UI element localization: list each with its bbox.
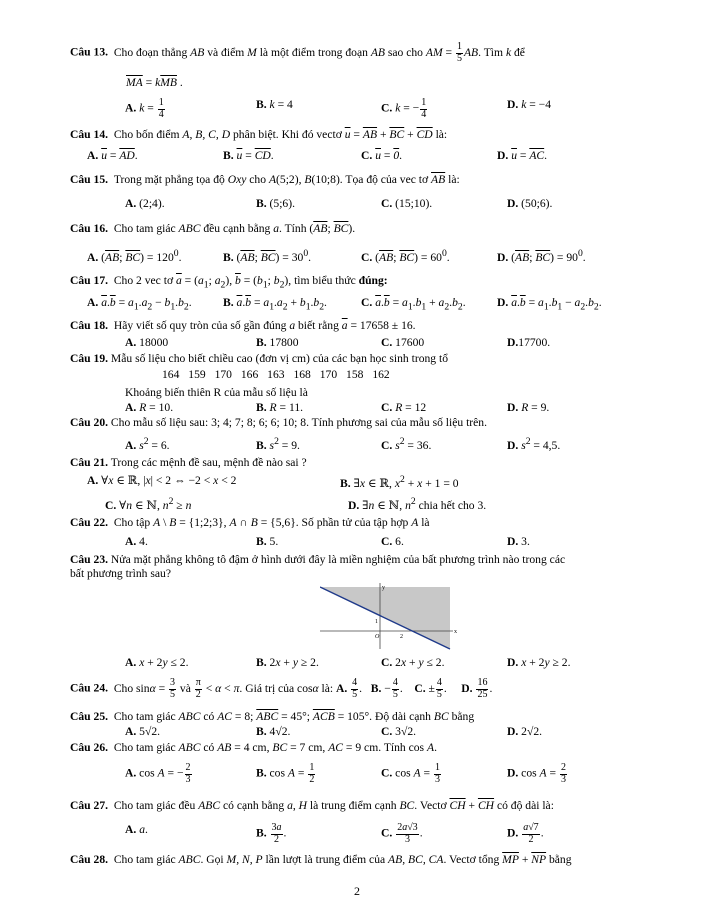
- option-d[interactable]: D. 3.: [507, 535, 530, 548]
- page-number: 2: [354, 884, 360, 898]
- question-label: Câu 17.: [70, 274, 109, 287]
- question-label: Câu 26.: [70, 741, 109, 754]
- options-row: [70, 436, 650, 452]
- question-text: Cho bốn điểm A, B, C, D phân biệt. Khi đó vectơ $\overline{u} = \overline{AB} + \overline{BC} + \overline{CD}$ là:: [110, 128, 448, 141]
- options-row: [70, 149, 650, 165]
- option-a[interactable]: A. 4.: [125, 535, 148, 548]
- question-label: Câu 16.: [70, 222, 109, 235]
- option-d[interactable]: D. $\frac{a√7}{2}$ .: [507, 822, 544, 845]
- question-text: Trong mặt phẳng tọa độ Oxy cho A(5;2), B(10;8). Tọa độ của vec tơ $\overline{AB}$ là:: [110, 173, 460, 186]
- option-c[interactable]: C. 3√2.: [381, 725, 417, 738]
- question-text: Cho đoạn thẳng AB và điểm M là một điểm trong đoạn AB sao cho AM = $\frac{1}{5}$ AB. Tìm k để: [110, 41, 525, 64]
- options-row: [70, 401, 650, 417]
- option-c[interactable]: C. k = − $\frac{1}{4}$: [381, 97, 427, 120]
- options-row: [70, 474, 650, 490]
- option-a[interactable]: A. a.: [125, 823, 148, 836]
- option-c[interactable]: C. R = 12: [381, 401, 427, 414]
- question-label: Câu 19.: [70, 352, 109, 365]
- question-text: Cho mẫu số liệu sau: 3; 4; 7; 8; 6; 6; 10; 8. Tính phương sai của mẫu số liệu trên.: [110, 416, 487, 429]
- question-label: Câu 13.: [70, 45, 109, 59]
- option-b[interactable]: B. ($\overline{AB}$; $\overline{BC}) = 30^0$.: [223, 248, 312, 264]
- option-c[interactable]: C. $\overline{a}.\overline{b} = a_1.b_1 + a_2.b_2$.: [361, 296, 466, 313]
- options-row: [70, 535, 650, 551]
- question-text: Cho tam giác ABC có AC = 8; $\overline{ABC} = 45^\circ$; $\overline{ACB} = 105^\circ$. Độ dài cạnh BC bằng: [110, 710, 475, 723]
- option-a[interactable]: A. x + 2y ≤ 2.: [125, 656, 189, 669]
- option-a[interactable]: A. 5√2.: [125, 725, 161, 738]
- option-b[interactable]: B. $s^2 = 9$.: [256, 436, 300, 452]
- question-label: Câu 15.: [70, 173, 109, 186]
- option-c[interactable]: C. (15;10).: [381, 197, 433, 210]
- option-b[interactable]: B. 4√2.: [256, 725, 291, 738]
- option-d[interactable]: D. $\overline{a}.\overline{b} = a_1.b_1 - a_2.b_2$.: [497, 296, 602, 313]
- option-a[interactable]: A. (2;4).: [125, 197, 165, 210]
- option-c[interactable]: C. $\frac{2a√3}{3}$ .: [381, 822, 423, 845]
- question-label: Câu 27.: [70, 799, 109, 812]
- option-c[interactable]: C. $\overline{u} = 0$.: [361, 149, 403, 162]
- options-row: [70, 197, 650, 213]
- x-tick-label: 2: [400, 634, 403, 640]
- question-text: Cho tam giác ABC. Gọi M, N, P lần lượt là trung điểm của AB, BC, CA. Vectơ tổng $\overline{MP} + \overline{NP}$ bằng: [110, 853, 572, 866]
- question-label: Câu 14.: [70, 128, 109, 141]
- origin-label: O: [375, 634, 380, 640]
- options-row: [70, 725, 650, 741]
- option-d[interactable]: D. (50;6).: [507, 197, 553, 210]
- option-b[interactable]: B. ∃x ∈ ℝ, $x^2 + x + 1 = 0$: [340, 474, 459, 490]
- option-a[interactable]: A. 18000: [125, 336, 169, 349]
- y-tick-label: 1: [375, 619, 378, 625]
- options-row: [70, 656, 650, 672]
- option-a[interactable]: A. $\overline{a}.\overline{b} = a_1.a_2 - b_1.b_2$.: [87, 296, 192, 313]
- question-text: Cho 2 vec tơ $\overline{a} = (a_1$; $a_2$), $\overline{b} = (b_1$; $b_2$), tìm biểu thức đúng:: [110, 274, 388, 291]
- question-label: Câu 21.: [70, 456, 109, 469]
- options-row: [70, 762, 650, 785]
- option-b[interactable]: B. R = 11.: [256, 401, 304, 414]
- option-a[interactable]: A. ∀x ∈ ℝ, |x| < 2 ⇔ −2 < x < 2: [87, 474, 237, 487]
- option-b[interactable]: B. $\overline{a}.\overline{b} = a_1.a_2 + b_1.b_2$.: [223, 296, 327, 313]
- option-d[interactable]: D. x + 2y ≥ 2.: [507, 656, 571, 669]
- option-d[interactable]: D. k = −4: [507, 98, 552, 111]
- question-label: Câu 23.: [70, 553, 109, 566]
- options-row: [70, 296, 650, 312]
- question-text-line2: bất phương trình sau?: [70, 567, 171, 580]
- question-label: Câu 20.: [70, 416, 109, 429]
- question-label: Câu 24.: [70, 681, 109, 695]
- question-text: Cho tam giác đều ABC có cạnh bằng a, H là trung điểm cạnh BC. Vectơ $\overline{CH} + \overline{CH}$ có độ dài là:: [110, 799, 554, 812]
- option-d[interactable]: D. $s^2 = 4,5$.: [507, 436, 561, 452]
- question-text: Nửa mặt phẳng không tô đậm ở hình dưới đây là miền nghiệm của bất phương trình nào trong các: [110, 553, 566, 566]
- options-row: [70, 822, 650, 845]
- question-text-line2: Khoảng biến thiên R của mẫu số liệu là: [125, 386, 308, 399]
- option-d[interactable]: D. cos A = $\frac{2}{3}$: [507, 762, 566, 785]
- question-text: Cho tập A \ B = {1;2;3}, A ∩ B = {5,6}. Số phần tử của tập hợp A là: [110, 516, 430, 529]
- option-d[interactable]: D. ($\overline{AB}$; $\overline{BC}) = 90^0$.: [497, 248, 586, 264]
- option-c[interactable]: C. ($\overline{AB}$; $\overline{BC}) = 60^0$.: [361, 248, 450, 264]
- option-d[interactable]: D.17700.: [507, 336, 551, 349]
- option-a[interactable]: A. $s^2 = 6$.: [125, 436, 170, 452]
- option-b[interactable]: B. k = 4: [256, 98, 293, 111]
- option-b[interactable]: B. 2x + y ≥ 2.: [256, 656, 319, 669]
- option-c[interactable]: C. $s^2 = 36$.: [381, 436, 432, 452]
- question-label: Câu 28.: [70, 853, 109, 866]
- option-b[interactable]: B. cos A = $\frac{1}{2}$: [256, 762, 315, 785]
- option-b[interactable]: B. $\frac{3a}{2}$ .: [256, 822, 287, 845]
- option-c[interactable]: C. 2x + y ≤ 2.: [381, 656, 445, 669]
- option-d[interactable]: D. $\overline{u} = \overline{AC}$.: [497, 149, 548, 162]
- option-b[interactable]: B. $\overline{u} = \overline{CD}$.: [223, 149, 274, 162]
- option-b[interactable]: B. 5.: [256, 535, 279, 548]
- options-row: [70, 336, 650, 352]
- y-axis-label: y: [382, 585, 385, 591]
- question-text: Cho tam giác ABC có AB = 4 cm, BC = 7 cm, AC = 9 cm. Tính cos A.: [110, 741, 437, 754]
- data-values: 164 159 170 166 163 168 170 158 162: [162, 368, 390, 381]
- question-text: Hãy viết số quy tròn của số gần đúng a biết rằng $\overline{a} = 17658 \pm 16$.: [110, 319, 416, 332]
- option-b[interactable]: B. (5;6).: [256, 197, 295, 210]
- options-row: [70, 248, 650, 264]
- x-axis-label: x: [454, 629, 457, 635]
- option-d[interactable]: D. R = 9.: [507, 401, 550, 414]
- question-text: Trong các mệnh đề sau, mệnh đề nào sai ?: [110, 456, 307, 469]
- question-label: Câu 22.: [70, 516, 109, 529]
- option-a[interactable]: A. $\overline{u} = \overline{AD}$.: [87, 149, 138, 162]
- option-c[interactable]: C. cos A = $\frac{1}{3}$: [381, 762, 440, 785]
- half-plane-graph: [320, 581, 460, 651]
- question-text: Mẫu số liệu cho biết chiều cao (đơn vị cm) của các bạn học sinh trong tổ: [110, 352, 449, 365]
- option-c[interactable]: C. 6.: [381, 535, 404, 548]
- option-a[interactable]: A. R = 10.: [125, 401, 174, 414]
- question-text: Cho tam giác ABC đều cạnh bằng a. Tính ($\overline{AB}$; $\overline{BC}$).: [110, 222, 356, 235]
- option-a[interactable]: A. cos A = − $\frac{2}{3}$: [125, 762, 191, 785]
- option-a[interactable]: A. ($\overline{AB}$; $\overline{BC}) = 120^0$.: [87, 248, 182, 264]
- option-c[interactable]: C. ∀n ∈ ℕ, $n^2 \ge n$: [105, 496, 192, 512]
- question-text-line2: $\overline{MA} = k\overline{MB}$ .: [126, 76, 183, 89]
- option-c[interactable]: C. 17600: [381, 336, 425, 349]
- options-row: [70, 97, 650, 120]
- options-row: [70, 496, 650, 512]
- question-label: Câu 18.: [70, 319, 109, 332]
- option-b[interactable]: B. 17800: [256, 336, 299, 349]
- option-d[interactable]: D. 2√2.: [507, 725, 543, 738]
- question-label: Câu 25.: [70, 710, 109, 723]
- question-text: Cho sinα = $\frac{3}{5}$ và $\frac{\pi}{2}$ < α < π. Giá trị của cosα là: A. $\frac{4}{5}$ . B. − $\frac{4}{5}$ . C. ± $\frac{4}{5}$ . D. $\frac{16}{25}$ .: [110, 677, 493, 700]
- option-d[interactable]: D. ∃n ∈ ℕ, $n^2$ chia hết cho 3.: [348, 496, 487, 512]
- option-a[interactable]: A. k = $\frac{1}{4}$: [125, 97, 164, 120]
